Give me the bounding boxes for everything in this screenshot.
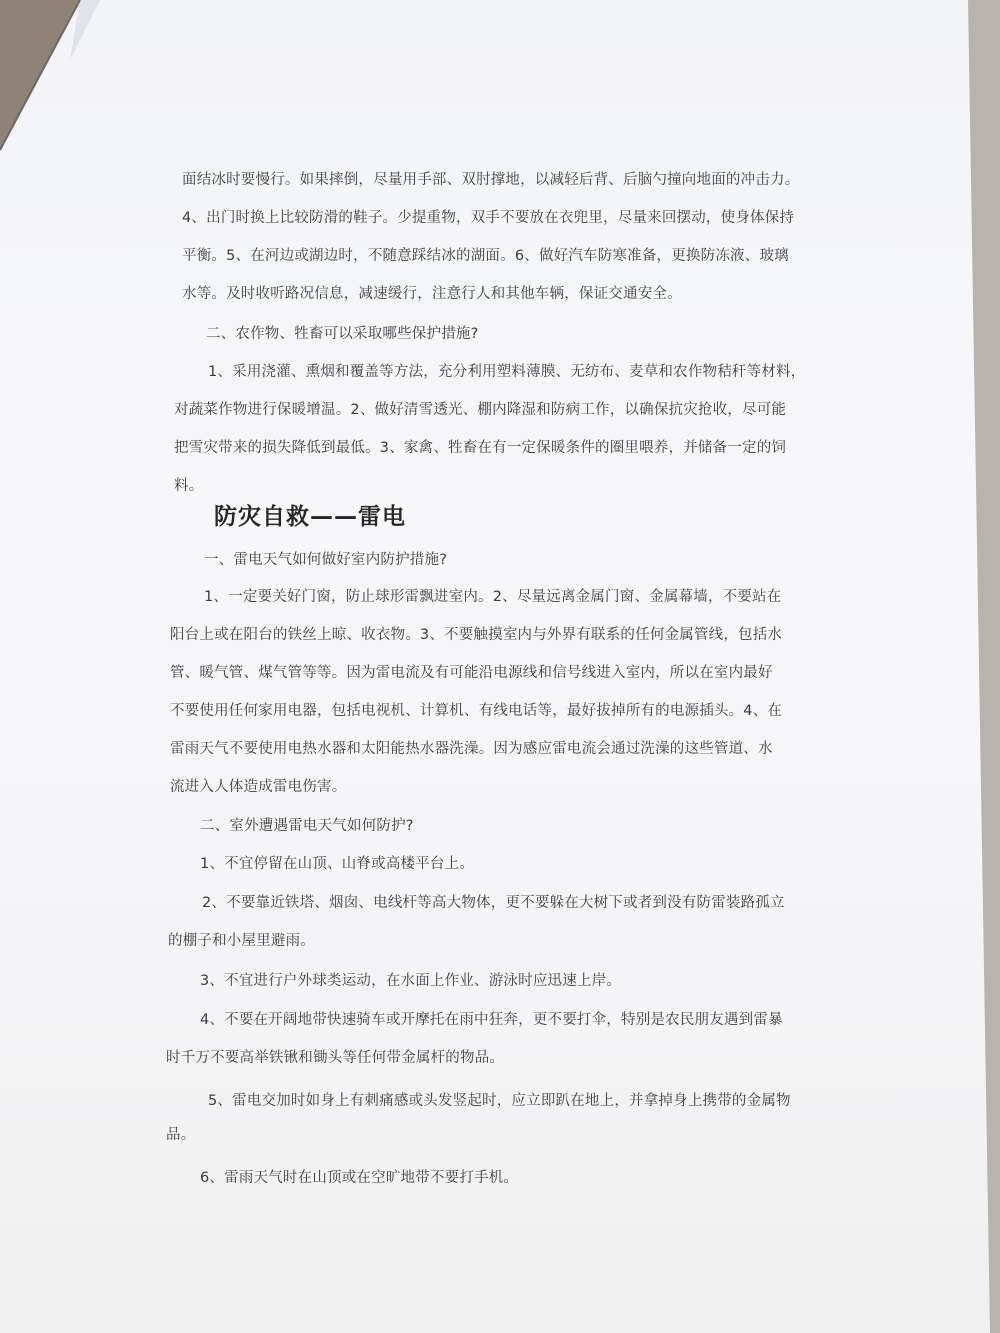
section-title-crops: 二、农作物、牲畜可以采取哪些保护措施? xyxy=(206,326,479,342)
text-line: 水等。及时收听路况信息，减速缓行，注意行人和其他车辆，保证交通安全。 xyxy=(182,286,682,302)
text-line: 1、一定要关好门窗，防止球形雷飘进室内。2、尽量远离金属门窗、金属幕墙，不要站在 xyxy=(204,589,782,605)
text-line: 5、雷电交加时如身上有刺痛感或头发竖起时，应立即趴在地上，并拿掉身上携带的金属物 xyxy=(208,1093,791,1109)
text-line: 4、出门时换上比较防滑的鞋子。少提重物，双手不要放在衣兜里，尽量来回摆动，使身体保持 xyxy=(182,210,795,226)
outdoor-item-4 xyxy=(166,1010,783,1068)
text-line: 阳台上或在阳台的铁丝上晾、收衣物。3、不要触摸室内与外界有联系的任何金属管线，包括水 xyxy=(170,627,783,643)
text-line: 品。 xyxy=(166,1127,196,1143)
text-line: 2、不要靠近铁塔、烟囱、电线杆等高大物体，更不要躲在大树下或者到没有防雷装路孤立 xyxy=(202,895,785,911)
page-heading: 防灾自救——雷电 xyxy=(214,504,406,530)
crops-paragraph xyxy=(174,362,805,496)
text-line: 时千万不要高举铁锹和锄头等任何带金属杆的物品。 xyxy=(166,1050,505,1066)
text-line: 的棚子和小屋里避雨。 xyxy=(168,933,315,949)
outdoor-item-3: 3、不宜进行户外球类运动，在水面上作业、游泳时应迅速上岸。 xyxy=(200,973,622,989)
text-line: 面结冰时要慢行。如果摔倒，尽量用手部、双肘撑地，以减轻后背、后脑勺撞向地面的冲击力。 xyxy=(182,172,800,188)
text-line: 流进入人体造成雷电伤害。 xyxy=(170,779,347,795)
text-line: 料。 xyxy=(174,478,204,494)
outdoor-item-6: 6、雷雨天气时在山顶或在空旷地带不要打手机。 xyxy=(200,1170,519,1186)
outdoor-item-1: 1、不宜停留在山顶、山脊或高楼平台上。 xyxy=(200,856,475,872)
text-line: 平衡。5、在河边或湖边时，不随意踩结冰的湖面。6、做好汽车防寒准备，更换防冻液、玻璃 xyxy=(182,248,789,264)
outdoor-item-5 xyxy=(166,1091,791,1145)
text-line: 4、不要在开阔地带快速骑车或开摩托在雨中狂奔，更不要打伞，特别是农民朋友遇到雷暴 xyxy=(200,1012,783,1028)
text-line: 不要使用任何家用电器，包括电视机、计算机、有线电话等，最好拔掉所有的电源插头。4、在 xyxy=(170,703,783,719)
section-title-indoor: 一、雷电天气如何做好室内防护措施? xyxy=(204,552,448,568)
text-line: 管、暖气管、煤气管等等。因为雷电流及有可能沿电源线和信号线进入室内，所以在室内最好 xyxy=(170,665,773,681)
text-line: 雷雨天气不要使用电热水器和太阳能热水器洗澡。因为感应雷电流会通过洗澡的这些管道、水 xyxy=(170,741,773,757)
outdoor-item-2 xyxy=(168,893,785,951)
text-line: 对蔬菜作物进行保暖增温。2、做好清雪透光、棚内降湿和防病工作，以确保抗灾抢收，尽可能 xyxy=(174,402,787,418)
section-title-outdoor: 二、室外遭遇雷电天气如何防护? xyxy=(200,818,414,834)
indoor-paragraph xyxy=(170,587,782,797)
continuation-paragraph xyxy=(182,170,799,304)
text-line: 把雪灾带来的损失降低到最低。3、家禽、牲畜在有一定保暖条件的圈里喂养，并储备一定的饲 xyxy=(174,440,787,456)
text-line: 1、采用浇灌、熏烟和覆盖等方法，充分利用塑料薄膜、无纺布、麦草和农作物秸秆等材料， xyxy=(208,364,806,380)
